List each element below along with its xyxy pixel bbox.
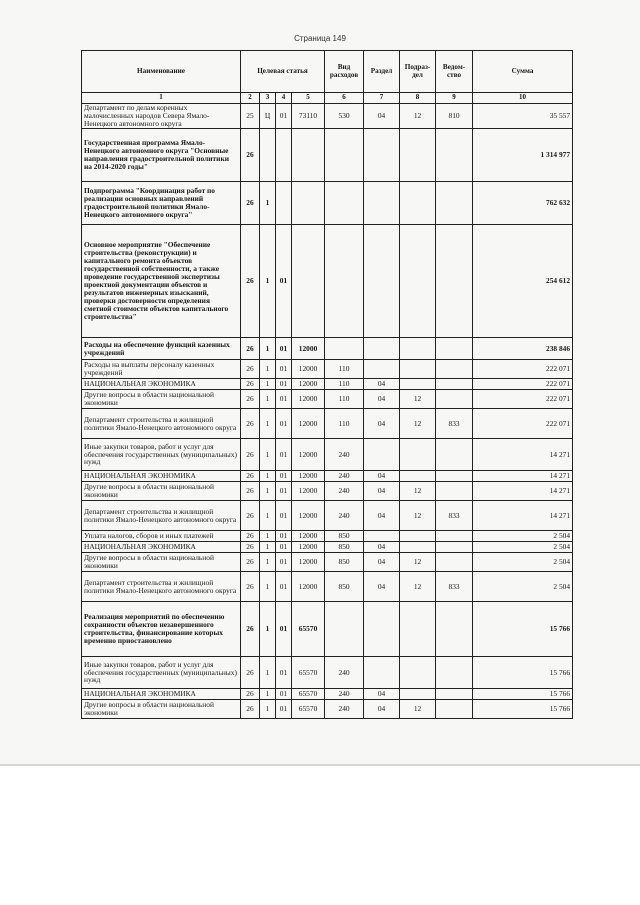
department-code <box>436 700 473 719</box>
row-name: Расходы на обеспечение функций казенных учреждений <box>82 338 241 360</box>
section: 04 <box>364 390 400 409</box>
code-event: 01 <box>276 553 292 572</box>
col-number: 7 <box>364 93 400 104</box>
section: 04 <box>364 471 400 482</box>
department-code <box>436 439 473 471</box>
code-event: 01 <box>276 689 292 700</box>
row-sum: 222 071 <box>473 379 573 390</box>
section <box>364 338 400 360</box>
code-subprogram: 1 <box>260 689 276 700</box>
department-code <box>436 129 473 182</box>
row-name: Уплата налогов, сборов и иных платежей <box>82 531 241 542</box>
section <box>364 225 400 338</box>
row-name: Другие вопросы в области национальной экономики <box>82 390 241 409</box>
section <box>364 602 400 657</box>
department-code <box>436 390 473 409</box>
table-row <box>82 553 573 572</box>
table-row <box>82 471 573 482</box>
expense-type: 240 <box>325 471 364 482</box>
code-subprogram: 1 <box>260 542 276 553</box>
department-code: 833 <box>436 572 473 602</box>
section <box>364 182 400 225</box>
expense-type <box>325 602 364 657</box>
row-sum: 35 557 <box>473 104 573 129</box>
col-number: 2 <box>241 93 260 104</box>
code-program: 26 <box>241 182 260 225</box>
header-name: Наименование <box>82 51 241 93</box>
expense-type <box>325 338 364 360</box>
subsection <box>400 338 436 360</box>
department-code: 833 <box>436 409 473 439</box>
page-edge <box>0 764 640 766</box>
code-program: 26 <box>241 338 260 360</box>
subsection <box>400 542 436 553</box>
expense-type: 240 <box>325 439 364 471</box>
code-direction: 65570 <box>292 657 325 689</box>
code-event: 01 <box>276 338 292 360</box>
header-target: Целевая статья <box>241 51 325 93</box>
expense-type: 530 <box>325 104 364 129</box>
code-event: 01 <box>276 379 292 390</box>
expense-type: 110 <box>325 379 364 390</box>
code-subprogram: Ц <box>260 104 276 129</box>
subsection <box>400 182 436 225</box>
col-number: 9 <box>436 93 473 104</box>
code-program: 26 <box>241 531 260 542</box>
department-code <box>436 531 473 542</box>
col-number: 8 <box>400 93 436 104</box>
section <box>364 360 400 379</box>
table-row <box>82 129 573 182</box>
code-direction: 12000 <box>292 338 325 360</box>
subsection: 12 <box>400 700 436 719</box>
budget-table <box>81 50 573 719</box>
row-name: Другие вопросы в области национальной экономики <box>82 553 241 572</box>
code-event: 01 <box>276 360 292 379</box>
subsection <box>400 689 436 700</box>
code-direction <box>292 129 325 182</box>
code-event <box>276 182 292 225</box>
code-direction: 12000 <box>292 471 325 482</box>
section <box>364 657 400 689</box>
expense-type: 850 <box>325 531 364 542</box>
code-program: 26 <box>241 379 260 390</box>
code-direction <box>292 182 325 225</box>
row-name: НАЦИОНАЛЬНАЯ ЭКОНОМИКА <box>82 689 241 700</box>
row-sum: 14 271 <box>473 482 573 501</box>
table-row <box>82 360 573 379</box>
col-number: 3 <box>260 93 276 104</box>
code-program: 25 <box>241 104 260 129</box>
table-row <box>82 602 573 657</box>
code-program: 26 <box>241 700 260 719</box>
col-number: 5 <box>292 93 325 104</box>
row-name: Реализация мероприятий по обеспечению сохранности объектов незавершенного строительства, финансирование которых временно приостановлено <box>82 602 241 657</box>
expense-type <box>325 225 364 338</box>
table-row <box>82 225 573 338</box>
code-event <box>276 129 292 182</box>
section: 04 <box>364 104 400 129</box>
row-sum: 2 504 <box>473 531 573 542</box>
code-direction: 12000 <box>292 360 325 379</box>
code-program: 26 <box>241 553 260 572</box>
subsection <box>400 531 436 542</box>
code-program: 26 <box>241 439 260 471</box>
table-row <box>82 657 573 689</box>
code-direction: 12000 <box>292 482 325 501</box>
subsection <box>400 379 436 390</box>
code-direction: 12000 <box>292 531 325 542</box>
table-row <box>82 104 573 129</box>
department-code <box>436 379 473 390</box>
section <box>364 531 400 542</box>
code-direction: 65570 <box>292 689 325 700</box>
table-row <box>82 379 573 390</box>
col-number: 4 <box>276 93 292 104</box>
col-number: 1 <box>82 93 241 104</box>
subsection <box>400 471 436 482</box>
code-subprogram: 1 <box>260 439 276 471</box>
code-program: 26 <box>241 501 260 531</box>
code-program: 26 <box>241 482 260 501</box>
row-name: Расходы на выплаты персоналу казенных учреждений <box>82 360 241 379</box>
expense-type: 850 <box>325 553 364 572</box>
table-row <box>82 542 573 553</box>
code-event: 01 <box>276 482 292 501</box>
code-direction: 12000 <box>292 553 325 572</box>
code-event: 01 <box>276 409 292 439</box>
section: 04 <box>364 572 400 602</box>
code-direction: 12000 <box>292 572 325 602</box>
code-direction: 12000 <box>292 542 325 553</box>
expense-type: 240 <box>325 482 364 501</box>
department-code <box>436 182 473 225</box>
code-subprogram: 1 <box>260 553 276 572</box>
header-row <box>82 51 573 93</box>
code-direction <box>292 225 325 338</box>
row-name: НАЦИОНАЛЬНАЯ ЭКОНОМИКА <box>82 542 241 553</box>
subsection: 12 <box>400 553 436 572</box>
code-program: 26 <box>241 225 260 338</box>
expense-type: 850 <box>325 572 364 602</box>
code-subprogram: 1 <box>260 471 276 482</box>
code-program: 26 <box>241 129 260 182</box>
code-event: 01 <box>276 572 292 602</box>
row-sum: 2 504 <box>473 542 573 553</box>
code-subprogram: 1 <box>260 379 276 390</box>
subsection <box>400 225 436 338</box>
row-sum: 222 071 <box>473 390 573 409</box>
subsection: 12 <box>400 482 436 501</box>
department-code: 810 <box>436 104 473 129</box>
code-subprogram: 1 <box>260 602 276 657</box>
row-name: Департамент строительства и жилищной политики Ямало-Ненецкого автономного округа <box>82 501 241 531</box>
code-program: 26 <box>241 657 260 689</box>
expense-type: 240 <box>325 657 364 689</box>
expense-type: 110 <box>325 390 364 409</box>
row-sum: 15 766 <box>473 657 573 689</box>
expense-type: 850 <box>325 542 364 553</box>
code-subprogram: 1 <box>260 182 276 225</box>
code-direction: 73110 <box>292 104 325 129</box>
code-subprogram: 1 <box>260 657 276 689</box>
code-subprogram: 1 <box>260 482 276 501</box>
department-code: 833 <box>436 501 473 531</box>
subsection: 12 <box>400 572 436 602</box>
row-name: Иные закупки товаров, работ и услуг для обеспечения государственных (муниципальных) нужд <box>82 657 241 689</box>
row-sum: 15 766 <box>473 602 573 657</box>
code-subprogram: 1 <box>260 572 276 602</box>
code-program: 26 <box>241 602 260 657</box>
code-event: 01 <box>276 439 292 471</box>
code-event: 01 <box>276 657 292 689</box>
code-subprogram: 1 <box>260 700 276 719</box>
row-name: НАЦИОНАЛЬНАЯ ЭКОНОМИКА <box>82 379 241 390</box>
row-sum: 254 612 <box>473 225 573 338</box>
subsection: 12 <box>400 104 436 129</box>
row-sum: 2 504 <box>473 553 573 572</box>
department-code <box>436 471 473 482</box>
table-row <box>82 700 573 719</box>
row-sum: 762 632 <box>473 182 573 225</box>
row-sum: 15 766 <box>473 700 573 719</box>
header-summa: Сумма <box>473 51 573 93</box>
header-vid: Вид расходов <box>325 51 364 93</box>
row-sum: 2 504 <box>473 572 573 602</box>
subsection: 12 <box>400 409 436 439</box>
code-subprogram: 1 <box>260 501 276 531</box>
section: 04 <box>364 501 400 531</box>
department-code <box>436 553 473 572</box>
code-subprogram: 1 <box>260 409 276 439</box>
department-code <box>436 225 473 338</box>
subsection: 12 <box>400 390 436 409</box>
code-subprogram: 1 <box>260 338 276 360</box>
code-event: 01 <box>276 104 292 129</box>
code-subprogram: 1 <box>260 225 276 338</box>
row-name: Другие вопросы в области национальной экономики <box>82 482 241 501</box>
row-name: Департамент по делам коренных малочисленных народов Севера Ямало-Ненецкого автономного округа <box>82 104 241 129</box>
subsection <box>400 602 436 657</box>
code-event: 01 <box>276 501 292 531</box>
expense-type: 240 <box>325 700 364 719</box>
department-code <box>436 338 473 360</box>
department-code <box>436 360 473 379</box>
col-number: 6 <box>325 93 364 104</box>
section: 04 <box>364 553 400 572</box>
code-program: 26 <box>241 409 260 439</box>
col-number: 10 <box>473 93 573 104</box>
row-sum: 238 846 <box>473 338 573 360</box>
code-direction: 12000 <box>292 439 325 471</box>
subsection <box>400 129 436 182</box>
code-subprogram: 1 <box>260 531 276 542</box>
code-event: 01 <box>276 542 292 553</box>
section: 04 <box>364 542 400 553</box>
expense-type <box>325 182 364 225</box>
table-row <box>82 572 573 602</box>
row-sum: 1 314 977 <box>473 129 573 182</box>
row-name: Подпрограмма "Координация работ по реализации основных направлений градостроительной политики Ямало-Ненецкого автономного округа" <box>82 182 241 225</box>
department-code <box>436 689 473 700</box>
department-code <box>436 657 473 689</box>
section: 04 <box>364 700 400 719</box>
code-program: 26 <box>241 471 260 482</box>
row-name: Иные закупки товаров, работ и услуг для обеспечения государственных (муниципальных) нужд <box>82 439 241 471</box>
code-direction: 12000 <box>292 379 325 390</box>
row-sum: 14 271 <box>473 471 573 482</box>
expense-type: 110 <box>325 409 364 439</box>
table-row <box>82 182 573 225</box>
section: 04 <box>364 409 400 439</box>
code-program: 26 <box>241 689 260 700</box>
row-name: Департамент строительства и жилищной политики Ямало-Ненецкого автономного округа <box>82 409 241 439</box>
section: 04 <box>364 689 400 700</box>
table-row <box>82 531 573 542</box>
header-podrazdel: Подраз-дел <box>400 51 436 93</box>
code-direction: 12000 <box>292 409 325 439</box>
row-name: Основное мероприятие "Обеспечение строительства (реконструкции) и капитального ремонта объектов государственной собственности, а также проведение государственной экспертизы проектной документации объектов и результатов инженерных изысканий, проверки достоверности определения сметной стоимости объектов капитального строительства" <box>82 225 241 338</box>
expense-type <box>325 129 364 182</box>
table-row <box>82 501 573 531</box>
header-vedomstvo: Ведом-ство <box>436 51 473 93</box>
header-razdel: Раздел <box>364 51 400 93</box>
code-event: 01 <box>276 700 292 719</box>
code-program: 26 <box>241 572 260 602</box>
row-sum: 14 271 <box>473 439 573 471</box>
expense-type: 240 <box>325 689 364 700</box>
code-program: 26 <box>241 390 260 409</box>
code-program: 26 <box>241 542 260 553</box>
section: 04 <box>364 482 400 501</box>
department-code <box>436 542 473 553</box>
code-event: 01 <box>276 471 292 482</box>
code-direction: 12000 <box>292 501 325 531</box>
row-sum: 14 271 <box>473 501 573 531</box>
row-sum: 222 071 <box>473 360 573 379</box>
subsection: 12 <box>400 501 436 531</box>
table-row <box>82 338 573 360</box>
subsection <box>400 439 436 471</box>
code-subprogram: 1 <box>260 390 276 409</box>
table-row <box>82 409 573 439</box>
row-name: НАЦИОНАЛЬНАЯ ЭКОНОМИКА <box>82 471 241 482</box>
table-row <box>82 689 573 700</box>
code-event: 01 <box>276 531 292 542</box>
section: 04 <box>364 379 400 390</box>
row-sum: 222 071 <box>473 409 573 439</box>
expense-type: 110 <box>325 360 364 379</box>
row-sum: 15 766 <box>473 689 573 700</box>
code-subprogram: 1 <box>260 360 276 379</box>
row-name: Департамент строительства и жилищной политики Ямало-Ненецкого автономного округа <box>82 572 241 602</box>
page-label: Страница 149 <box>294 34 346 43</box>
code-direction: 12000 <box>292 390 325 409</box>
code-program: 26 <box>241 360 260 379</box>
expense-type: 240 <box>325 501 364 531</box>
row-name: Другие вопросы в области национальной экономики <box>82 700 241 719</box>
row-name: Государственная программа Ямало-Ненецкого автономного округа "Основные направления градостроительной политики на 2014-2020 годы" <box>82 129 241 182</box>
table-row <box>82 482 573 501</box>
table-row <box>82 439 573 471</box>
column-number-row <box>82 93 573 104</box>
section <box>364 129 400 182</box>
code-subprogram <box>260 129 276 182</box>
department-code <box>436 482 473 501</box>
code-event: 01 <box>276 390 292 409</box>
code-direction: 65570 <box>292 700 325 719</box>
department-code <box>436 602 473 657</box>
code-event: 01 <box>276 602 292 657</box>
subsection <box>400 360 436 379</box>
code-event: 01 <box>276 225 292 338</box>
code-direction: 65570 <box>292 602 325 657</box>
table-row <box>82 390 573 409</box>
subsection <box>400 657 436 689</box>
section <box>364 439 400 471</box>
table-body <box>82 104 573 719</box>
